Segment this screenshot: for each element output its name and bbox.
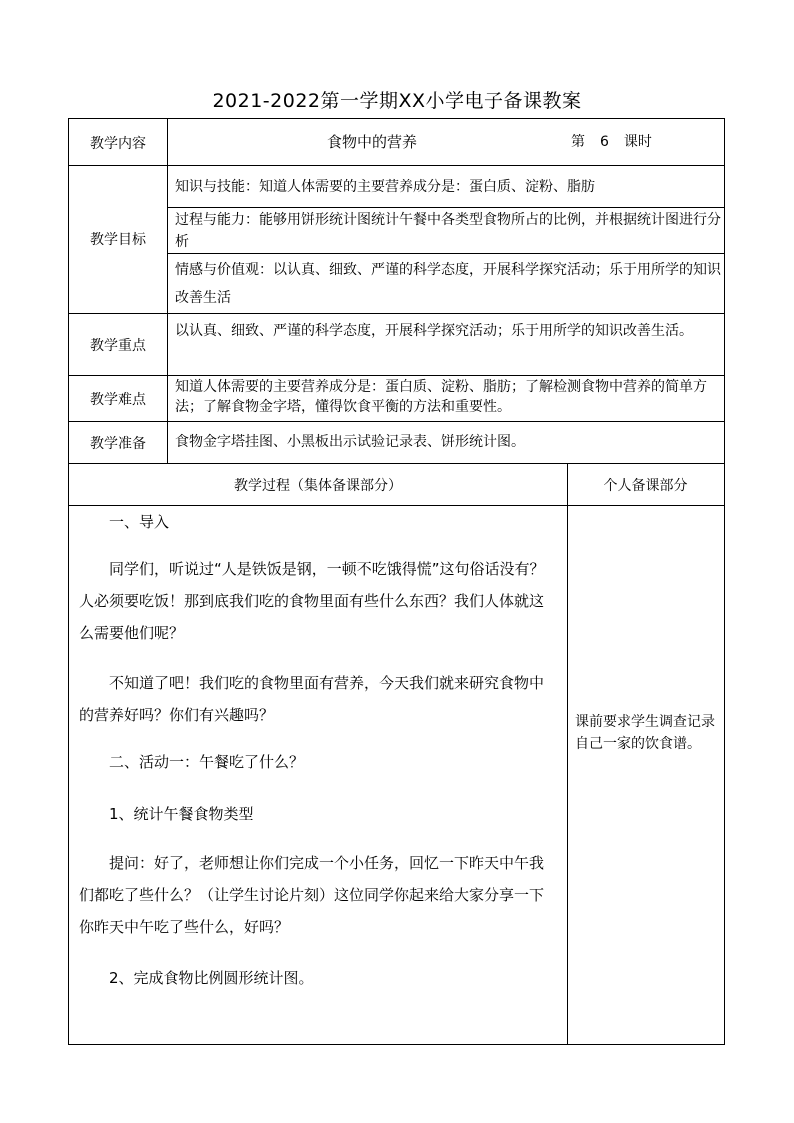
process-paragraph: 不知道了吧！我们吃的食物里面有营养，今天我们就来研究食物中的营养好吗？你们有兴趣吗？	[79, 674, 545, 724]
process-paragraph: 1、统计午餐食物类型	[109, 805, 254, 823]
column-divider	[167, 119, 168, 463]
row-divider	[69, 463, 724, 464]
goal-attitude: 情感与价值观：以认真、细致、严谨的科学态度，开展科学探究活动；乐于用所学的知识改善生活	[175, 262, 721, 306]
key-points: 以认真、细致、严谨的科学态度，开展科学探究活动；乐于用所学的知识改善生活。	[175, 323, 693, 339]
lesson-topic: 食物中的营养	[327, 133, 418, 151]
process-paragraph: 2、完成食物比例圆形统计图。	[109, 969, 314, 987]
label-difficulty: 教学难点	[90, 392, 146, 408]
goal-knowledge: 知识与技能：知道人体需要的主要营养成分是：蛋白质、淀粉、脂肪	[175, 179, 595, 195]
prep-materials: 食物金字塔挂图、小黑板出示试验记录表、饼形统计图。	[175, 434, 525, 450]
label-key: 教学重点	[90, 338, 146, 354]
process-paragraph: 同学们，听说过“人是铁饭是钢，一顿不吃饿得慌”这句俗话没有？人必须要吃饭！那到底我们吃的食物里面有些什么东西？我们人体就这么需要他们呢？	[79, 560, 545, 642]
process-paragraph: 一、导入	[109, 513, 170, 531]
lesson-plan-table	[68, 118, 725, 1045]
process-header: 教学过程（集体备课部分）	[234, 478, 402, 494]
lesson-number: 第 6 课时	[571, 134, 652, 150]
row-divider	[167, 207, 724, 208]
difficulty-points: 知道人体需要的主要营养成分是：蛋白质、淀粉、脂肪；了解检测食物中营养的简单方法；了解食物金字塔，懂得饮食平衡的方法和重要性。	[175, 379, 707, 415]
personal-header: 个人备课部分	[603, 478, 688, 494]
column-divider	[567, 463, 568, 1044]
label-prep: 教学准备	[90, 436, 146, 452]
process-paragraph: 二、活动一：午餐吃了什么？	[109, 753, 305, 771]
process-paragraph: 提问：好了，老师想让你们完成一个小任务，回忆一下昨天中午我们都吃了些什么？（让学生讨论片刻）这位同学你起来给大家分享一下你昨天中午吃了些什么，好吗？	[79, 854, 545, 936]
personal-note: 课前要求学生调查记录自己一家的饮食谱。	[575, 714, 715, 752]
label-goals: 教学目标	[90, 232, 146, 248]
row-divider	[167, 253, 724, 254]
label-content: 教学内容	[90, 136, 146, 152]
goal-process: 过程与能力：能够用饼形统计图统计午餐中各类型食物所占的比例，并根据统计图进行分析	[175, 212, 721, 250]
page-title: 2021-2022第一学期XX小学电子备课教案	[212, 90, 582, 112]
